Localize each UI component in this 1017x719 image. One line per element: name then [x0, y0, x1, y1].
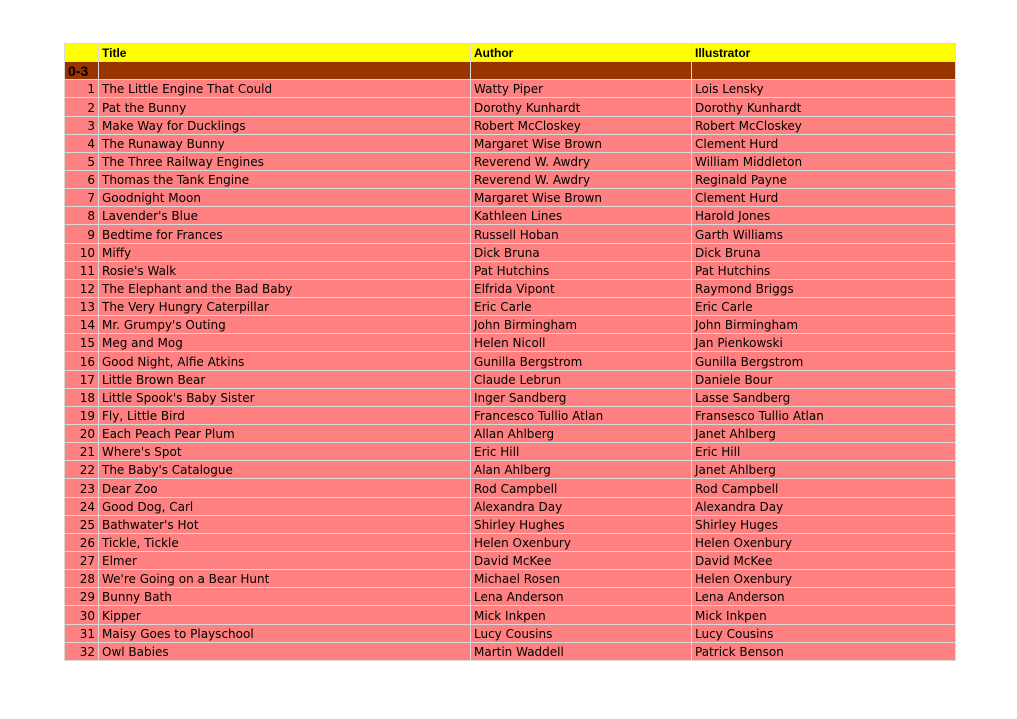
book-row	[65, 388, 956, 406]
header-title-cell[interactable]: Title	[99, 44, 471, 62]
book-author-cell[interactable]: Dorothy Kunhardt	[471, 98, 692, 116]
book-row	[65, 152, 956, 170]
book-number-cell[interactable]: 21	[65, 443, 99, 461]
book-title-cell[interactable]: The Three Railway Engines	[99, 152, 471, 170]
book-illustrator-cell[interactable]: Clement Hurd	[692, 134, 956, 152]
book-author-cell[interactable]: Reverend W. Awdry	[471, 152, 692, 170]
book-row	[65, 515, 956, 533]
book-title-cell[interactable]: Rosie's Walk	[99, 261, 471, 279]
book-title-cell[interactable]: Maisy Goes to Playschool	[99, 624, 471, 642]
book-author-cell[interactable]: Claude Lebrun	[471, 370, 692, 388]
book-title-cell[interactable]: Miffy	[99, 243, 471, 261]
book-number-cell[interactable]: 18	[65, 388, 99, 406]
age-group-empty-cell[interactable]	[692, 62, 956, 80]
book-number-cell[interactable]: 12	[65, 279, 99, 297]
book-author-cell[interactable]: Elfrida Vipont	[471, 279, 692, 297]
book-title-cell[interactable]: The Runaway Bunny	[99, 134, 471, 152]
book-illustrator-cell[interactable]: Lena Anderson	[692, 588, 956, 606]
sheet-body	[65, 44, 956, 661]
book-number-cell[interactable]: 28	[65, 570, 99, 588]
book-author-cell[interactable]: Watty Piper	[471, 80, 692, 98]
book-row	[65, 479, 956, 497]
book-row	[65, 334, 956, 352]
book-row	[65, 352, 956, 370]
book-row	[65, 497, 956, 515]
book-number-cell[interactable]: 27	[65, 551, 99, 569]
book-row	[65, 316, 956, 334]
book-row	[65, 443, 956, 461]
book-title-cell[interactable]: Bedtime for Frances	[99, 225, 471, 243]
book-row	[65, 588, 956, 606]
book-illustrator-cell[interactable]: Mick Inkpen	[692, 606, 956, 624]
book-row	[65, 207, 956, 225]
book-title-cell[interactable]: Elmer	[99, 551, 471, 569]
book-author-cell[interactable]: Dick Bruna	[471, 243, 692, 261]
book-row	[65, 170, 956, 188]
book-number-cell[interactable]: 10	[65, 243, 99, 261]
header-author-cell[interactable]: Author	[471, 44, 692, 62]
book-illustrator-cell[interactable]: Patrick Benson	[692, 642, 956, 660]
book-author-cell[interactable]: John Birmingham	[471, 316, 692, 334]
book-title-cell[interactable]: The Elephant and the Bad Baby	[99, 279, 471, 297]
book-title-cell[interactable]: Fly, Little Bird	[99, 406, 471, 424]
book-illustrator-cell[interactable]: David McKee	[692, 551, 956, 569]
book-illustrator-cell[interactable]: William Middleton	[692, 152, 956, 170]
book-row	[65, 279, 956, 297]
book-row	[65, 533, 956, 551]
book-title-cell[interactable]: Lavender's Blue	[99, 207, 471, 225]
book-illustrator-cell[interactable]: Alexandra Day	[692, 497, 956, 515]
book-author-cell[interactable]: Michael Rosen	[471, 570, 692, 588]
book-row	[65, 80, 956, 98]
book-title-cell[interactable]: The Little Engine That Could	[99, 80, 471, 98]
book-number-cell[interactable]: 24	[65, 497, 99, 515]
book-number-cell[interactable]: 19	[65, 406, 99, 424]
book-row	[65, 189, 956, 207]
book-number-cell[interactable]: 8	[65, 207, 99, 225]
book-author-cell[interactable]: Allan Ahlberg	[471, 424, 692, 442]
book-title-cell[interactable]: Good Dog, Carl	[99, 497, 471, 515]
header-row	[65, 44, 956, 62]
book-title-cell[interactable]: The Very Hungry Caterpillar	[99, 297, 471, 315]
book-illustrator-cell[interactable]: Lucy Cousins	[692, 624, 956, 642]
book-title-cell[interactable]: Bunny Bath	[99, 588, 471, 606]
book-author-cell[interactable]: Kathleen Lines	[471, 207, 692, 225]
book-number-cell[interactable]: 20	[65, 424, 99, 442]
book-illustrator-cell[interactable]: Robert McCloskey	[692, 116, 956, 134]
book-row	[65, 261, 956, 279]
book-row	[65, 606, 956, 624]
book-illustrator-cell[interactable]: Fransesco Tullio Atlan	[692, 406, 956, 424]
book-number-cell[interactable]: 31	[65, 624, 99, 642]
book-row	[65, 98, 956, 116]
book-title-cell[interactable]: Good Night, Alfie Atkins	[99, 352, 471, 370]
book-author-cell[interactable]: Rod Campbell	[471, 479, 692, 497]
book-number-cell[interactable]: 4	[65, 134, 99, 152]
book-author-cell[interactable]: Helen Oxenbury	[471, 533, 692, 551]
book-row	[65, 116, 956, 134]
book-illustrator-cell[interactable]: Reginald Payne	[692, 170, 956, 188]
book-illustrator-cell[interactable]: Helen Oxenbury	[692, 533, 956, 551]
book-number-cell[interactable]: 25	[65, 515, 99, 533]
book-number-cell[interactable]: 26	[65, 533, 99, 551]
book-title-cell[interactable]: Where's Spot	[99, 443, 471, 461]
book-author-cell[interactable]: Eric Hill	[471, 443, 692, 461]
book-author-cell[interactable]: Eric Carle	[471, 297, 692, 315]
book-row	[65, 551, 956, 569]
book-title-cell[interactable]: We're Going on a Bear Hunt	[99, 570, 471, 588]
book-author-cell[interactable]: Reverend W. Awdry	[471, 170, 692, 188]
book-title-cell[interactable]: Kipper	[99, 606, 471, 624]
book-number-cell[interactable]: 14	[65, 316, 99, 334]
book-author-cell[interactable]: Helen Nicoll	[471, 334, 692, 352]
book-author-cell[interactable]: Inger Sandberg	[471, 388, 692, 406]
book-author-cell[interactable]: David McKee	[471, 551, 692, 569]
book-number-cell[interactable]: 22	[65, 461, 99, 479]
book-author-cell[interactable]: Alexandra Day	[471, 497, 692, 515]
book-row	[65, 424, 956, 442]
book-title-cell[interactable]: Dear Zoo	[99, 479, 471, 497]
book-list-sheet	[64, 43, 956, 661]
age-group-empty-cell[interactable]	[99, 62, 471, 80]
book-row	[65, 370, 956, 388]
book-number-cell[interactable]: 1	[65, 80, 99, 98]
book-row	[65, 570, 956, 588]
age-group-empty-cell[interactable]	[471, 62, 692, 80]
book-number-cell[interactable]: 17	[65, 370, 99, 388]
book-author-cell[interactable]: Mick Inkpen	[471, 606, 692, 624]
book-illustrator-cell[interactable]: Shirley Huges	[692, 515, 956, 533]
book-illustrator-cell[interactable]: Pat Hutchins	[692, 261, 956, 279]
book-illustrator-cell[interactable]: Rod Campbell	[692, 479, 956, 497]
book-illustrator-cell[interactable]: Janet Ahlberg	[692, 424, 956, 442]
book-number-cell[interactable]: 13	[65, 297, 99, 315]
book-title-cell[interactable]: Pat the Bunny	[99, 98, 471, 116]
book-author-cell[interactable]: Gunilla Bergstrom	[471, 352, 692, 370]
book-illustrator-cell[interactable]: Helen Oxenbury	[692, 570, 956, 588]
book-number-cell[interactable]: 16	[65, 352, 99, 370]
book-number-cell[interactable]: 5	[65, 152, 99, 170]
book-title-cell[interactable]: Make Way for Ducklings	[99, 116, 471, 134]
book-row	[65, 134, 956, 152]
book-title-cell[interactable]: Goodnight Moon	[99, 189, 471, 207]
book-row	[65, 406, 956, 424]
book-number-cell[interactable]: 29	[65, 588, 99, 606]
book-author-cell[interactable]: Margaret Wise Brown	[471, 189, 692, 207]
book-title-cell[interactable]: Mr. Grumpy's Outing	[99, 316, 471, 334]
book-number-cell[interactable]: 11	[65, 261, 99, 279]
book-author-cell[interactable]: Martin Waddell	[471, 642, 692, 660]
book-title-cell[interactable]: Little Spook's Baby Sister	[99, 388, 471, 406]
book-title-cell[interactable]: Owl Babies	[99, 642, 471, 660]
book-title-cell[interactable]: The Baby's Catalogue	[99, 461, 471, 479]
book-number-cell[interactable]: 2	[65, 98, 99, 116]
book-illustrator-cell[interactable]: John Birmingham	[692, 316, 956, 334]
book-illustrator-cell[interactable]: Lasse Sandberg	[692, 388, 956, 406]
book-title-cell[interactable]: Meg and Mog	[99, 334, 471, 352]
age-group-row	[65, 62, 956, 80]
book-number-cell[interactable]: 15	[65, 334, 99, 352]
book-illustrator-cell[interactable]: Raymond Briggs	[692, 279, 956, 297]
book-title-cell[interactable]: Thomas the Tank Engine	[99, 170, 471, 188]
book-author-cell[interactable]: Lena Anderson	[471, 588, 692, 606]
book-number-cell[interactable]: 6	[65, 170, 99, 188]
book-illustrator-cell[interactable]: Janet Ahlberg	[692, 461, 956, 479]
book-illustrator-cell[interactable]: Lois Lensky	[692, 80, 956, 98]
book-number-cell[interactable]: 9	[65, 225, 99, 243]
book-title-cell[interactable]: Tickle, Tickle	[99, 533, 471, 551]
book-author-cell[interactable]: Lucy Cousins	[471, 624, 692, 642]
book-author-cell[interactable]: Alan Ahlberg	[471, 461, 692, 479]
book-number-cell[interactable]: 3	[65, 116, 99, 134]
book-author-cell[interactable]: Russell Hoban	[471, 225, 692, 243]
book-author-cell[interactable]: Robert McCloskey	[471, 116, 692, 134]
book-row	[65, 624, 956, 642]
book-row	[65, 297, 956, 315]
book-illustrator-cell[interactable]: Clement Hurd	[692, 189, 956, 207]
book-author-cell[interactable]: Margaret Wise Brown	[471, 134, 692, 152]
book-illustrator-cell[interactable]: Eric Carle	[692, 297, 956, 315]
header-number-cell[interactable]	[65, 44, 99, 62]
book-illustrator-cell[interactable]: Eric Hill	[692, 443, 956, 461]
book-row	[65, 642, 956, 660]
book-row	[65, 243, 956, 261]
book-illustrator-cell[interactable]: Dorothy Kunhardt	[692, 98, 956, 116]
book-title-cell[interactable]: Bathwater's Hot	[99, 515, 471, 533]
book-row	[65, 225, 956, 243]
book-title-cell[interactable]: Little Brown Bear	[99, 370, 471, 388]
age-group-label-cell[interactable]: 0-3	[65, 62, 99, 80]
book-illustrator-cell[interactable]: Harold Jones	[692, 207, 956, 225]
book-number-cell[interactable]: 32	[65, 642, 99, 660]
book-author-cell[interactable]: Shirley Hughes	[471, 515, 692, 533]
book-author-cell[interactable]: Pat Hutchins	[471, 261, 692, 279]
book-illustrator-cell[interactable]: Garth Williams	[692, 225, 956, 243]
book-illustrator-cell[interactable]: Dick Bruna	[692, 243, 956, 261]
book-number-cell[interactable]: 7	[65, 189, 99, 207]
book-title-cell[interactable]: Each Peach Pear Plum	[99, 424, 471, 442]
book-author-cell[interactable]: Francesco Tullio Atlan	[471, 406, 692, 424]
book-illustrator-cell[interactable]: Jan Pienkowski	[692, 334, 956, 352]
book-row	[65, 461, 956, 479]
book-number-cell[interactable]: 23	[65, 479, 99, 497]
book-illustrator-cell[interactable]: Gunilla Bergstrom	[692, 352, 956, 370]
book-number-cell[interactable]: 30	[65, 606, 99, 624]
header-illustrator-cell[interactable]: Illustrator	[692, 44, 956, 62]
book-illustrator-cell[interactable]: Daniele Bour	[692, 370, 956, 388]
